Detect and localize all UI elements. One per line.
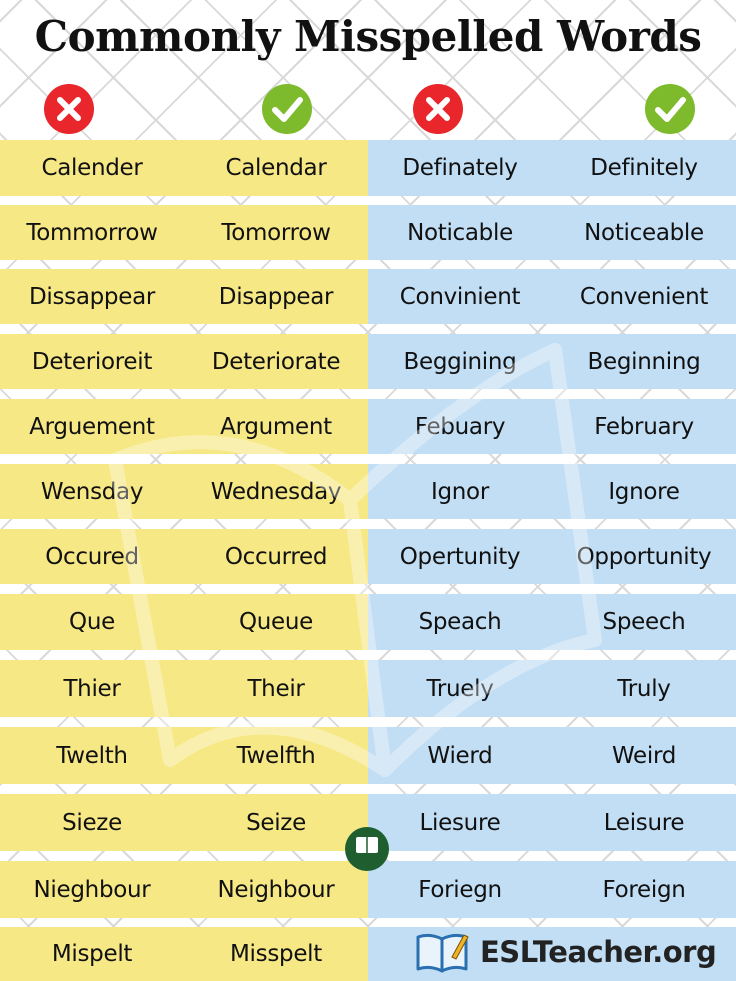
misspelled-word: Tommorrow <box>0 205 184 260</box>
correct-word: Ignore <box>552 464 736 519</box>
misspelled-word: Beggining <box>368 334 552 389</box>
table-row <box>0 399 736 454</box>
x-icon <box>44 84 94 134</box>
misspelled-word: Nieghbour <box>0 861 184 918</box>
misspelled-word: Thier <box>0 660 184 717</box>
correct-word: February <box>552 399 736 454</box>
correct-word: Their <box>184 660 368 717</box>
page-title: Commonly Misspelled Words <box>34 12 702 61</box>
table-row <box>0 464 736 519</box>
misspelled-word: Opertunity <box>368 529 552 584</box>
table-row <box>0 269 736 324</box>
misspelled-word: Que <box>0 594 184 650</box>
misspelled-word: Foriegn <box>368 861 552 918</box>
correct-word: Weird <box>552 727 736 784</box>
table-row <box>0 140 736 196</box>
correct-word: Queue <box>184 594 368 650</box>
correct-word: Convenient <box>552 269 736 324</box>
correct-word: Noticeable <box>552 205 736 260</box>
misspelled-word: Noticable <box>368 205 552 260</box>
correct-word: Speech <box>552 594 736 650</box>
correct-word: Foreign <box>552 861 736 918</box>
misspelled-word: Calender <box>0 140 184 196</box>
correct-word: Wednesday <box>184 464 368 519</box>
correct-word: Twelfth <box>184 727 368 784</box>
correct-word: Occurred <box>184 529 368 584</box>
misspelled-word: Speach <box>368 594 552 650</box>
correct-word: Tomorrow <box>184 205 368 260</box>
correct-word: Truly <box>552 660 736 717</box>
misspelled-word: Mispelt <box>0 927 184 981</box>
misspelled-word: Deterioreit <box>0 334 184 389</box>
site-badge <box>344 826 390 872</box>
misspelled-word: Wierd <box>368 727 552 784</box>
check-icon <box>262 84 312 134</box>
misspelled-word: Truely <box>368 660 552 717</box>
correct-word: Neighbour <box>184 861 368 918</box>
misspelled-word: Convinient <box>368 269 552 324</box>
table-row <box>0 529 736 584</box>
misspelled-word: Sieze <box>0 794 184 851</box>
misspelled-word: Dissappear <box>0 269 184 324</box>
misspelled-word: Febuary <box>368 399 552 454</box>
misspelled-word: Arguement <box>0 399 184 454</box>
x-icon <box>413 84 463 134</box>
misspelled-word: Liesure <box>368 794 552 851</box>
table-row <box>0 205 736 260</box>
correct-word: Disappear <box>184 269 368 324</box>
misspelled-word: Twelth <box>0 727 184 784</box>
table-row <box>0 660 736 717</box>
correct-word: Calendar <box>184 140 368 196</box>
correct-word: Misspelt <box>184 927 368 981</box>
correct-word: Argument <box>184 399 368 454</box>
misspelled-word: Ignor <box>368 464 552 519</box>
table-row <box>0 594 736 650</box>
brand-logo <box>414 928 716 976</box>
brand-name: ESLTeacher.org <box>480 935 717 969</box>
correct-word: Deteriorate <box>184 334 368 389</box>
table-row <box>0 727 736 784</box>
misspelled-word: Definately <box>368 140 552 196</box>
table-row <box>0 334 736 389</box>
correct-word: Definitely <box>552 140 736 196</box>
correct-word: Leisure <box>552 794 736 851</box>
correct-word: Opportunity <box>552 529 736 584</box>
misspelled-word: Wensday <box>0 464 184 519</box>
correct-word: Beginning <box>552 334 736 389</box>
book-logo-icon <box>414 929 472 975</box>
check-icon <box>645 84 695 134</box>
correct-word: Seize <box>184 794 368 851</box>
misspelled-word: Occured <box>0 529 184 584</box>
book-icon <box>344 826 390 872</box>
